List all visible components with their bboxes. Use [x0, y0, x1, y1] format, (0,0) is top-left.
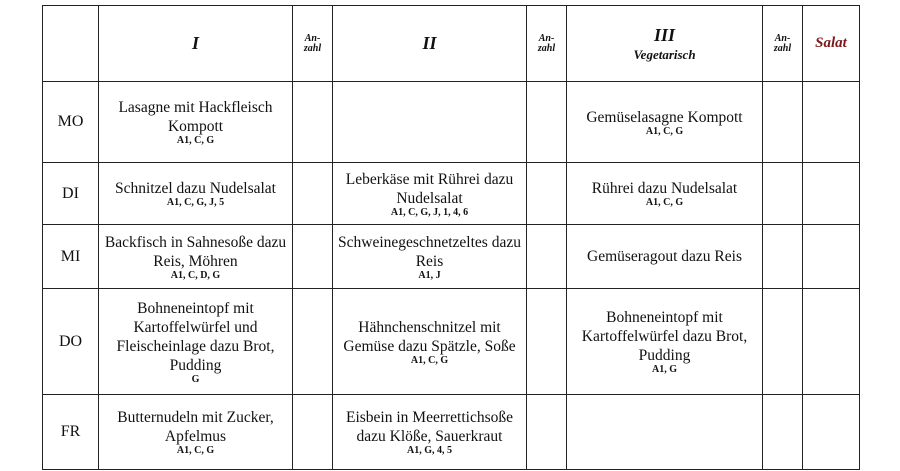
count-cell-ii[interactable]: [527, 225, 567, 289]
dish-cell-i: [99, 82, 293, 163]
count-cell-ii[interactable]: [527, 163, 567, 225]
count-header-label: zahl: [303, 42, 322, 54]
day-cell: FR: [43, 395, 99, 470]
dish-text: Butternudeln mit Zucker, Apfelmus: [117, 409, 274, 445]
dish-text: Schnitzel dazu Nudelsalat: [115, 180, 276, 197]
allergen-codes: A1, C, G: [645, 125, 684, 137]
dish-cell-i: [99, 289, 293, 395]
dish-cell-iii: [567, 82, 763, 163]
dish-text: Eisbein in Meerrettichsoße dazu Klöße, Sauerkraut: [345, 409, 513, 445]
dish-text: Lasagne mit Hackfleisch Kompott: [118, 99, 273, 135]
salat-cell[interactable]: [803, 225, 860, 289]
day-cell: MO: [43, 82, 99, 163]
header-salat: Salat: [803, 6, 860, 82]
dish-text: Gemüseragout dazu Reis: [587, 248, 742, 265]
menu-body: [43, 82, 860, 470]
dish-cell-i: [99, 225, 293, 289]
count-cell-iii[interactable]: [763, 289, 803, 395]
header-menu-3: [567, 6, 763, 82]
allergen-codes: A1, J: [418, 269, 441, 281]
count-header-label: zahl: [537, 42, 556, 54]
salat-cell[interactable]: [803, 163, 860, 225]
allergen-codes: A1, C, G: [176, 135, 215, 146]
dish-cell-ii: [333, 163, 527, 225]
count-cell-i[interactable]: [293, 289, 333, 395]
allergen-codes: G: [191, 373, 200, 385]
header-row: [43, 6, 860, 82]
dish-cell-i: [99, 395, 293, 470]
count-cell-iii[interactable]: [763, 82, 803, 163]
dish-text: Leberkäse mit Rührei dazu Nudelsalat: [345, 170, 514, 207]
header-menu-1-label: I: [191, 33, 199, 53]
header-count-2: [527, 6, 567, 82]
dish-cell-iii: [567, 289, 763, 395]
allergen-codes: A1, C, G: [176, 445, 215, 456]
dish-text: Rührei dazu Nudelsalat: [591, 180, 738, 197]
weekly-menu-table: [42, 5, 860, 470]
day-cell: DI: [43, 163, 99, 225]
dish-cell-ii: [333, 82, 527, 163]
count-cell-iii[interactable]: [763, 225, 803, 289]
count-cell-iii[interactable]: [763, 395, 803, 470]
dish-cell-ii: [333, 395, 527, 470]
table-row: [43, 225, 860, 289]
count-header-label: An-: [538, 32, 555, 44]
header-count-1: [293, 6, 333, 82]
allergen-codes: A1, C, G: [645, 197, 684, 208]
count-cell-i[interactable]: [293, 163, 333, 225]
count-cell-i[interactable]: [293, 225, 333, 289]
table-row: [43, 395, 860, 470]
allergen-codes: A1, G: [652, 364, 677, 375]
header-day-column: [43, 6, 99, 82]
dish-cell-ii: [333, 289, 527, 395]
allergen-codes: A1, C, G, J, 5: [166, 197, 225, 208]
table-row: [43, 289, 860, 395]
dish-cell-ii: [333, 225, 527, 289]
table-row: [43, 82, 860, 163]
header-menu-2: [333, 6, 527, 82]
allergen-codes: A1, C, G, J, 1, 4, 6: [390, 206, 469, 218]
count-header-label: An-: [304, 32, 321, 44]
header-count-3: [763, 6, 803, 82]
dish-cell-i: [99, 163, 293, 225]
count-cell-ii[interactable]: [527, 289, 567, 395]
count-cell-ii[interactable]: [527, 395, 567, 470]
count-cell-ii[interactable]: [527, 82, 567, 163]
allergen-codes: A1, C, D, G: [170, 269, 221, 281]
salat-cell[interactable]: [803, 82, 860, 163]
dish-text: Backfisch in Sahnesoße dazu Reis, Möhren: [104, 233, 287, 270]
count-header-label: zahl: [773, 42, 792, 54]
header-menu-1: [99, 6, 293, 82]
allergen-codes: A1, C, G: [410, 354, 449, 366]
count-header-label: An-: [774, 32, 791, 44]
dish-text: Bohneneintopf mit Kartoffelwürfel und Fleischeinlage dazu Brot, Pudding: [116, 299, 275, 374]
dish-text: Gemüselasagne Kompott: [586, 108, 743, 126]
header-menu-3-label: III: [653, 24, 675, 45]
allergen-codes: A1, G, 4, 5: [407, 445, 452, 456]
dish-cell-iii: [567, 163, 763, 225]
salat-cell[interactable]: [803, 289, 860, 395]
header-menu-3-subtitle: Vegetarisch: [633, 46, 696, 62]
day-cell: MI: [43, 225, 99, 289]
salat-cell[interactable]: [803, 395, 860, 470]
dish-cell-iii: [567, 395, 763, 470]
day-cell: DO: [43, 289, 99, 395]
dish-text: Hähnchenschnitzel mit Gemüse dazu Spätzle, Soße: [343, 318, 516, 355]
header-menu-2-label: II: [422, 33, 437, 53]
count-cell-i[interactable]: [293, 82, 333, 163]
dish-text: Bohneneintopf mit Kartoffelwürfel dazu Brot, Pudding: [581, 309, 748, 364]
dish-cell-iii: [567, 225, 763, 289]
count-cell-iii[interactable]: [763, 163, 803, 225]
dish-text: Schweinegeschnetzeltes dazu Reis: [338, 233, 521, 270]
table-row: [43, 163, 860, 225]
count-cell-i[interactable]: [293, 395, 333, 470]
